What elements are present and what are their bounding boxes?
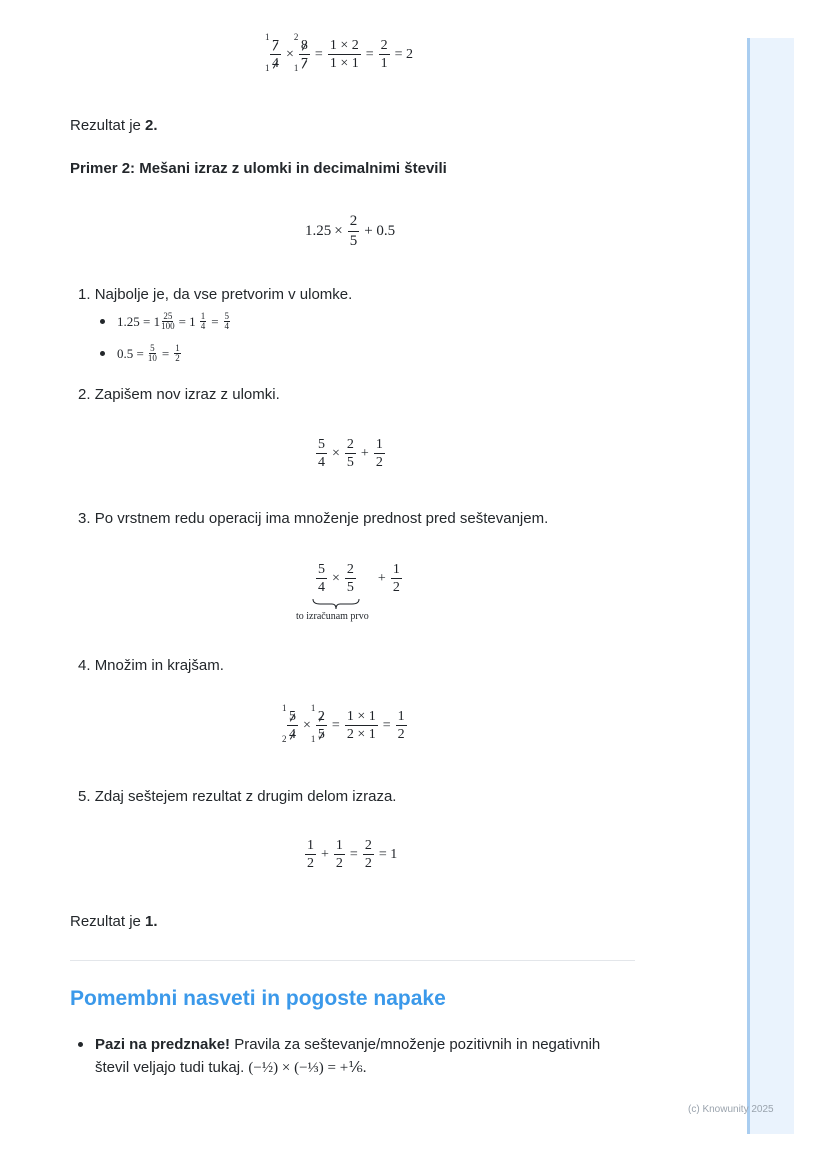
step-2: 2. Zapišem nov izraz z ulomki.: [78, 386, 280, 403]
equation-multiply: 1 5 2 4 × 1 2 1 5 = $\frac{1 \times 1}{2 \times 1}$ = $\frac{1}{2}$: [282, 703, 405, 744]
step-5: 5. Zdaj seštejem rezultat z drugim delom izraza.: [78, 788, 397, 805]
fraction: 2 8 1 7: [293, 32, 308, 73]
fraction: $\frac{2}{1}$: [380, 38, 388, 72]
equation-top: 1 7 1 4 × 2 8 1 7 = $\frac{1 \times 2}{1 \times 1}$ = $\frac{2}{1}$ = 2: [265, 32, 414, 73]
result-line-1: Rezultat je 2.: [70, 117, 158, 134]
conversion-1: 1.25 = 1 $\frac{25}{100}$ = 1 $\frac{1}{4}$ = $\frac{5}{4}$: [100, 312, 231, 332]
tip-item: Pazi na predznake! Pravila za seštevanje/množenje pozitivnih in negativnih števil veljajo tudi tukaj. (−½) × (−⅓) = +⅙.: [78, 1033, 618, 1080]
bullet-icon: [100, 351, 105, 356]
conversion-2: 0.5 = $\frac{5}{10}$ = $\frac{1}{2}$: [100, 344, 182, 364]
underbrace-icon: [312, 598, 360, 610]
step-3: 3. Po vrstnem redu operacij ima množenje prednost pred seštevanjem.: [78, 510, 549, 527]
result-line-2: Rezultat je 1.: [70, 913, 158, 930]
brace-label: to izračunam prvo: [296, 611, 369, 622]
equation-intro: 1.25 × $\frac{2}{5}$ + 0.5: [305, 213, 396, 249]
tips-heading: Pomembni nasveti in pogoste napake: [70, 987, 446, 1010]
divider: [70, 960, 635, 961]
bullet-icon: [100, 319, 105, 324]
sidebar-panel: [747, 38, 794, 1134]
fraction: 1 7 1 4: [265, 32, 279, 73]
tip-expression: (−½) × (−⅓) = +⅙.: [248, 1060, 367, 1076]
fraction: $\frac{1 \times 2}{1 \times 1}$: [329, 38, 359, 72]
example-2-title: Primer 2: Mešani izraz z ulomki in decimalnimi števili: [70, 160, 447, 177]
bullet-icon: [78, 1042, 83, 1047]
footer-credit: (c) Knowunity 2025: [688, 1104, 774, 1115]
step-1: 1. Najbolje je, da vse pretvorim v ulomke.: [78, 286, 353, 303]
equation-sum: $\frac{1}{2}$ + $\frac{1}{2}$ = $\frac{2}{2}$ = 1: [307, 838, 398, 872]
step-4: 4. Množim in krajšam.: [78, 657, 224, 674]
equation-brace: $\frac{5}{4}$ × $\frac{2}{5}$ + $\frac{1}{2}$: [318, 562, 400, 596]
equation-fractions: $\frac{5}{4}$ × $\frac{2}{5}$ + $\frac{1}{2}$: [318, 437, 383, 471]
